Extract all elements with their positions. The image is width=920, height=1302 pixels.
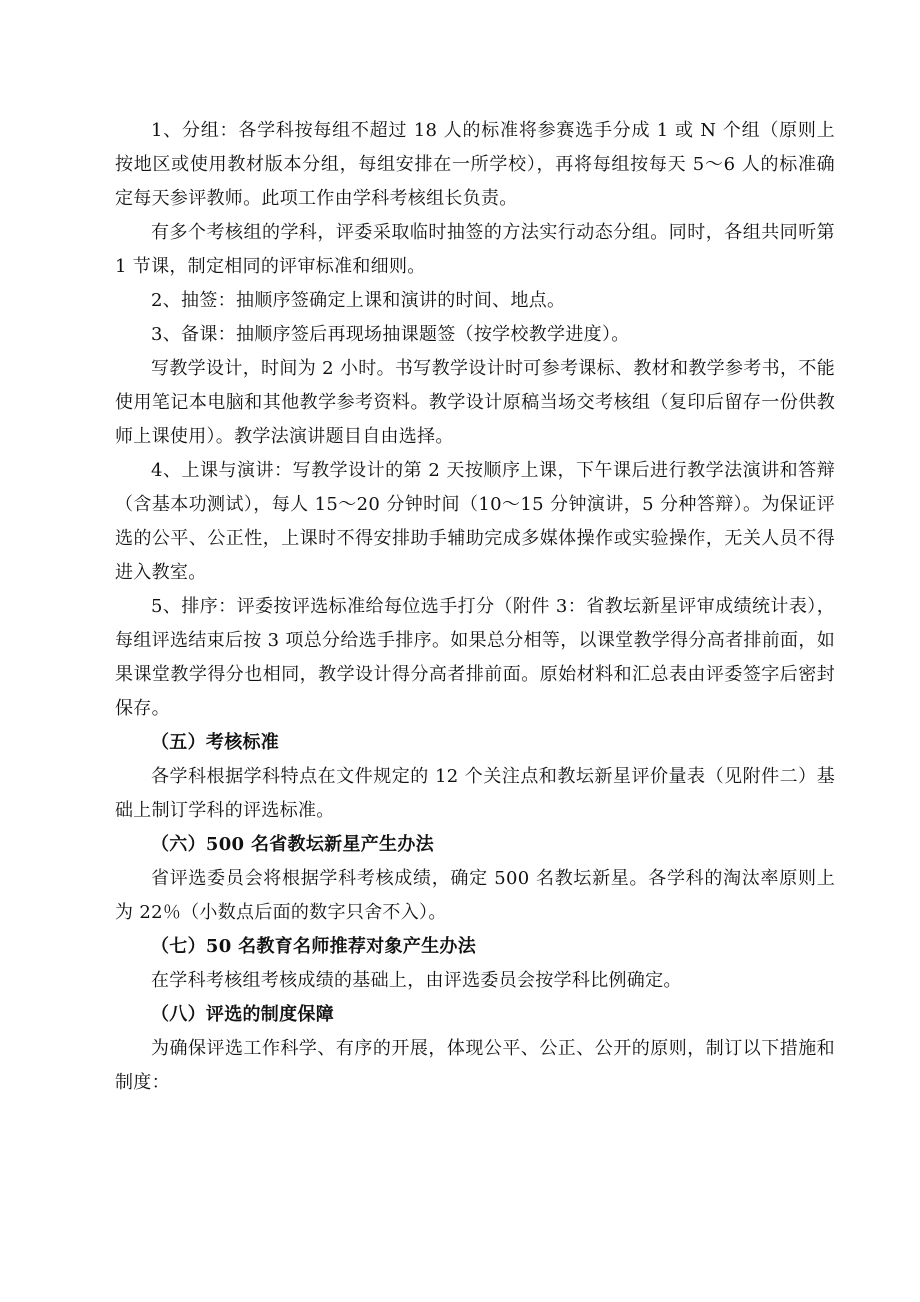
paragraph-grouping: 1、分组：各学科按每组不超过 18 人的标准将参赛选手分成 1 或 N 个组（原则上按地区或使用教材版本分组，每组安排在一所学校），再将每组按每天 5～6 人的标准确定每天参评教师。此项工作由学科考核组长负责。 (115, 120, 835, 209)
paragraph-famous-teacher-method: 在学科考核组考核成绩的基础上，由评选委员会按学科比例确定。 (151, 970, 682, 991)
document-body (115, 114, 835, 1100)
heading-system-guarantee: （八）评选的制度保障 (151, 1004, 334, 1025)
paragraph-lesson-prep: 3、备课：抽顺序签后再现场抽课题签（按学校教学进度）。 (151, 324, 630, 345)
heading-famous-teacher-method: （七）50 名教育名师推荐对象产生办法 (151, 936, 477, 957)
heading-new-star-method: （六）500 名省教坛新星产生办法 (151, 834, 434, 855)
paragraph-new-star-method: 省评选委员会将根据学科考核成绩，确定 500 名教坛新星。各学科的淘汰率原则上为 22％（小数点后面的数字只舍不入）。 (115, 868, 835, 923)
paragraph-draw-lots: 2、抽签：抽顺序签确定上课和演讲的时间、地点。 (151, 290, 566, 311)
heading-assessment-standard: （五）考核标准 (151, 732, 280, 753)
paragraph-ranking: 5、排序：评委按评选标准给每位选手打分（附件 3：省教坛新星评审成绩统计表），每组评选结束后按 3 项总分给选手排序。如果总分相等，以课堂教学得分高者排前面，如果课堂教学得分也相同，教学设计得分高者排前面。原始材料和汇总表由评委签字后密封保存。 (115, 596, 835, 719)
paragraph-teaching-design: 写教学设计，时间为 2 小时。书写教学设计时可参考课标、教材和教学参考书，不能使用笔记本电脑和其他教学参考资料。教学设计原稿当场交考核组（复印后留存一份供教师上课使用）。教学法演讲题目自由选择。 (115, 358, 835, 447)
paragraph-dynamic-grouping: 有多个考核组的学科，评委采取临时抽签的方法实行动态分组。同时，各组共同听第 1 节课，制定相同的评审标准和细则。 (115, 222, 835, 277)
paragraph-system-guarantee: 为确保评选工作科学、有序的开展，体现公平、公正、公开的原则，制订以下措施和制度： (115, 1038, 835, 1093)
paragraph-assessment-standard: 各学科根据学科特点在文件规定的 12 个关注点和教坛新星评价量表（见附件二）基础上制订学科的评选标准。 (115, 766, 835, 821)
paragraph-lecture-speech: 4、上课与演讲：写教学设计的第 2 天按顺序上课，下午课后进行教学法演讲和答辩（含基本功测试），每人 15～20 分钟时间（10～15 分钟演讲，5 分种答辩）。为保证评选的公平、公正性，上课时不得安排助手辅助完成多媒体操作或实验操作，无关人员不得进入教室。 (115, 460, 835, 583)
